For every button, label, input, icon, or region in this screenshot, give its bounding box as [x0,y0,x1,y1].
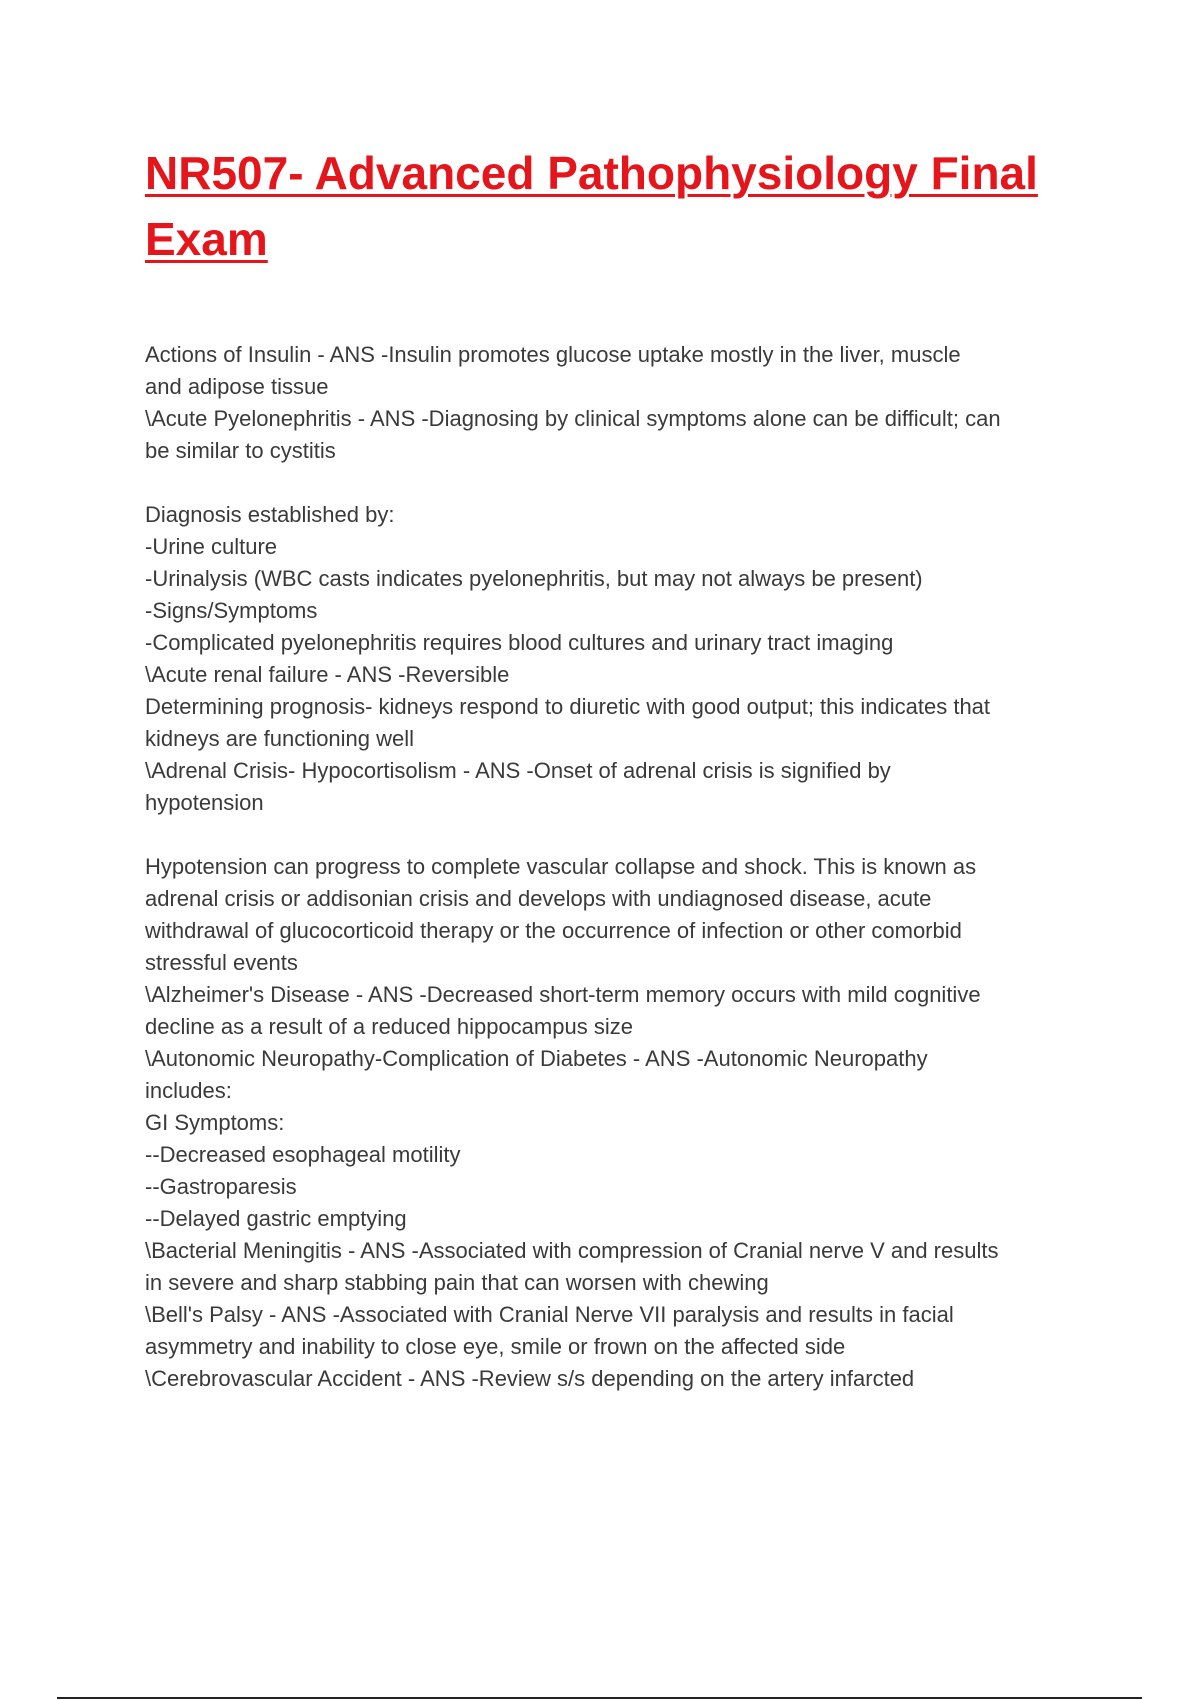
body-line: -Urine culture [145,534,278,559]
body-line: \Adrenal Crisis- Hypocortisolism - ANS -Onset of adrenal crisis is signified by [145,758,891,783]
body-line: \Autonomic Neuropathy-Complication of Diabetes - ANS -Autonomic Neuropathy [145,1046,928,1071]
body-line: --Gastroparesis [145,1174,297,1199]
body-line: decline as a result of a reduced hippocampus size [145,1014,633,1039]
body-line: -Urinalysis (WBC casts indicates pyelonephritis, but may not always be present) [145,566,923,591]
body-line: \Acute renal failure - ANS -Reversible [145,662,510,687]
body-line: \Bacterial Meningitis - ANS -Associated with compression of Cranial nerve V and results [145,1238,999,1263]
body-line: withdrawal of glucocorticoid therapy or the occurrence of infection or other comorbid [145,918,962,943]
body-line: asymmetry and inability to close eye, smile or frown on the affected side [145,1334,846,1359]
document-body [145,339,1095,1395]
body-line: hypotension [145,790,264,815]
body-line: includes: [145,1078,232,1103]
body-line: -Signs/Symptoms [145,598,318,623]
body-line: be similar to cystitis [145,438,336,463]
body-line: Hypotension can progress to complete vascular collapse and shock. This is known as [145,854,977,879]
body-line: \Acute Pyelonephritis - ANS -Diagnosing by clinical symptoms alone can be difficult; can [145,406,1001,431]
body-line: --Delayed gastric emptying [145,1206,407,1231]
body-line: \Bell's Palsy - ANS -Associated with Cranial Nerve VII paralysis and results in facial [145,1302,954,1327]
body-line: in severe and sharp stabbing pain that can worsen with chewing [145,1270,769,1295]
body-line: \Cerebrovascular Accident - ANS -Review s/s depending on the artery infarcted [145,1366,915,1391]
body-line: Actions of Insulin - ANS -Insulin promotes glucose uptake mostly in the liver, muscle [145,342,961,367]
body-line: \Alzheimer's Disease - ANS -Decreased short-term memory occurs with mild cognitive [145,982,981,1007]
body-line: kidneys are functioning well [145,726,415,751]
body-line: --Decreased esophageal motility [145,1142,461,1167]
body-line: stressful events [145,950,298,975]
body-line: -Complicated pyelonephritis requires blood cultures and urinary tract imaging [145,630,894,655]
blank-line [145,819,1095,851]
body-line: adrenal crisis or addisonian crisis and develops with undiagnosed disease, acute [145,886,932,911]
document-title: NR507- Advanced Pathophysiology Final Exam [145,147,1038,265]
blank-line [145,467,1095,499]
body-line: and adipose tissue [145,374,329,399]
body-line: Diagnosis established by: [145,502,395,527]
body-line: Determining prognosis- kidneys respond to diuretic with good output; this indicates that [145,694,991,719]
body-line: GI Symptoms: [145,1110,285,1135]
footer-divider [57,1697,1142,1699]
